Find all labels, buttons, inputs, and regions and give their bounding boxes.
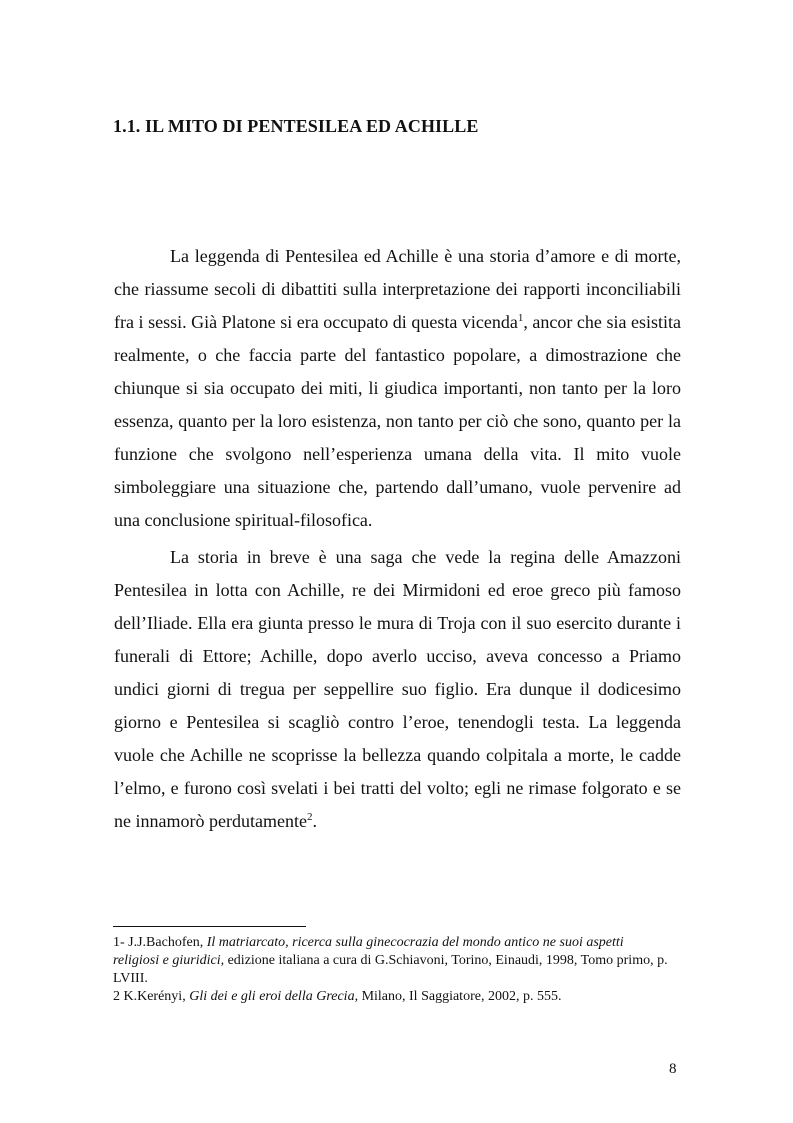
footnote-title: Il matriarcato, ricerca sulla ginecocrazia del mondo antico ne suoi aspetti religiosi e giuridici, <box>113 935 624 968</box>
footnote-ref-1: 1 <box>517 312 524 324</box>
footnote-1 <box>113 934 673 988</box>
footnote-prefix: 1- J.J.Bachofen, <box>113 935 207 950</box>
footnote-suffix: edizione italiana a cura di G.Schiavoni, Torino, Einaudi, 1998, Tomo primo, p. LVIII. <box>113 953 668 986</box>
body-text <box>114 240 681 842</box>
paragraph-1 <box>114 240 681 537</box>
section-heading: 1.1. IL MITO DI PENTESILEA ED ACHILLE <box>113 116 479 136</box>
footnote-ref-2: 2 <box>306 811 313 823</box>
paragraph-2 <box>114 541 681 838</box>
footnote-2 <box>113 988 673 1006</box>
footnote-separator <box>113 926 306 927</box>
footnote-title: Gli dei e gli eroi della Grecia <box>189 989 355 1004</box>
page-number: 8 <box>669 1061 677 1077</box>
paragraph-text: La storia in breve è una saga che vede la regina delle Amazzoni Pentesilea in lotta con Achille, re dei Mirmidoni ed eroe greco più famoso dell’Iliade. Ella era giunta presso le mura di Troja con il suo esercito durante i funerali di Ettore; Achille, dopo averlo ucciso, aveva concesso a Priamo undici giorni di tregua per seppellire suo figlio. Era dunque il dodicesimo giorno e Pentesilea si scagliò contro l’eroe, tenendogli testa. La leggenda vuole che Achille ne scoprisse la bellezza quando colpitala a morte, le cadde l’elmo, e furono così svelati i bei tratti del volto; egli ne rimase folgorato e se ne innamorò perdutamente <box>114 547 681 831</box>
paragraph-text-continued: . <box>312 811 317 831</box>
paragraph-text: La leggenda di Pentesilea ed Achille è una storia d’amore e di morte, che riassume secoli di dibattiti sulla interpretazione dei rapporti inconciliabili fra i sessi. Già Platone si era occupato di questa vicenda <box>114 246 681 332</box>
footnotes <box>113 934 673 1006</box>
footnote-prefix: 2 K.Kerényi, <box>113 989 190 1004</box>
footnote-suffix: , Milano, Il Saggiatore, 2002, p. 555. <box>354 989 562 1004</box>
paragraph-text-continued: , ancor che sia esistita realmente, o che faccia parte del fantastico popolare, a dimostrazione che chiunque si sia occupato dei miti, li giudica importanti, non tanto per la loro essenza, quanto per la loro esistenza, non tanto per ciò che sono, quanto per la funzione che svolgono nell’esperienza umana della vita. Il mito vuole simboleggiare una situazione che, partendo dall’umano, vuole pervenire ad una conclusione spiritual-filosofica. <box>114 312 681 530</box>
